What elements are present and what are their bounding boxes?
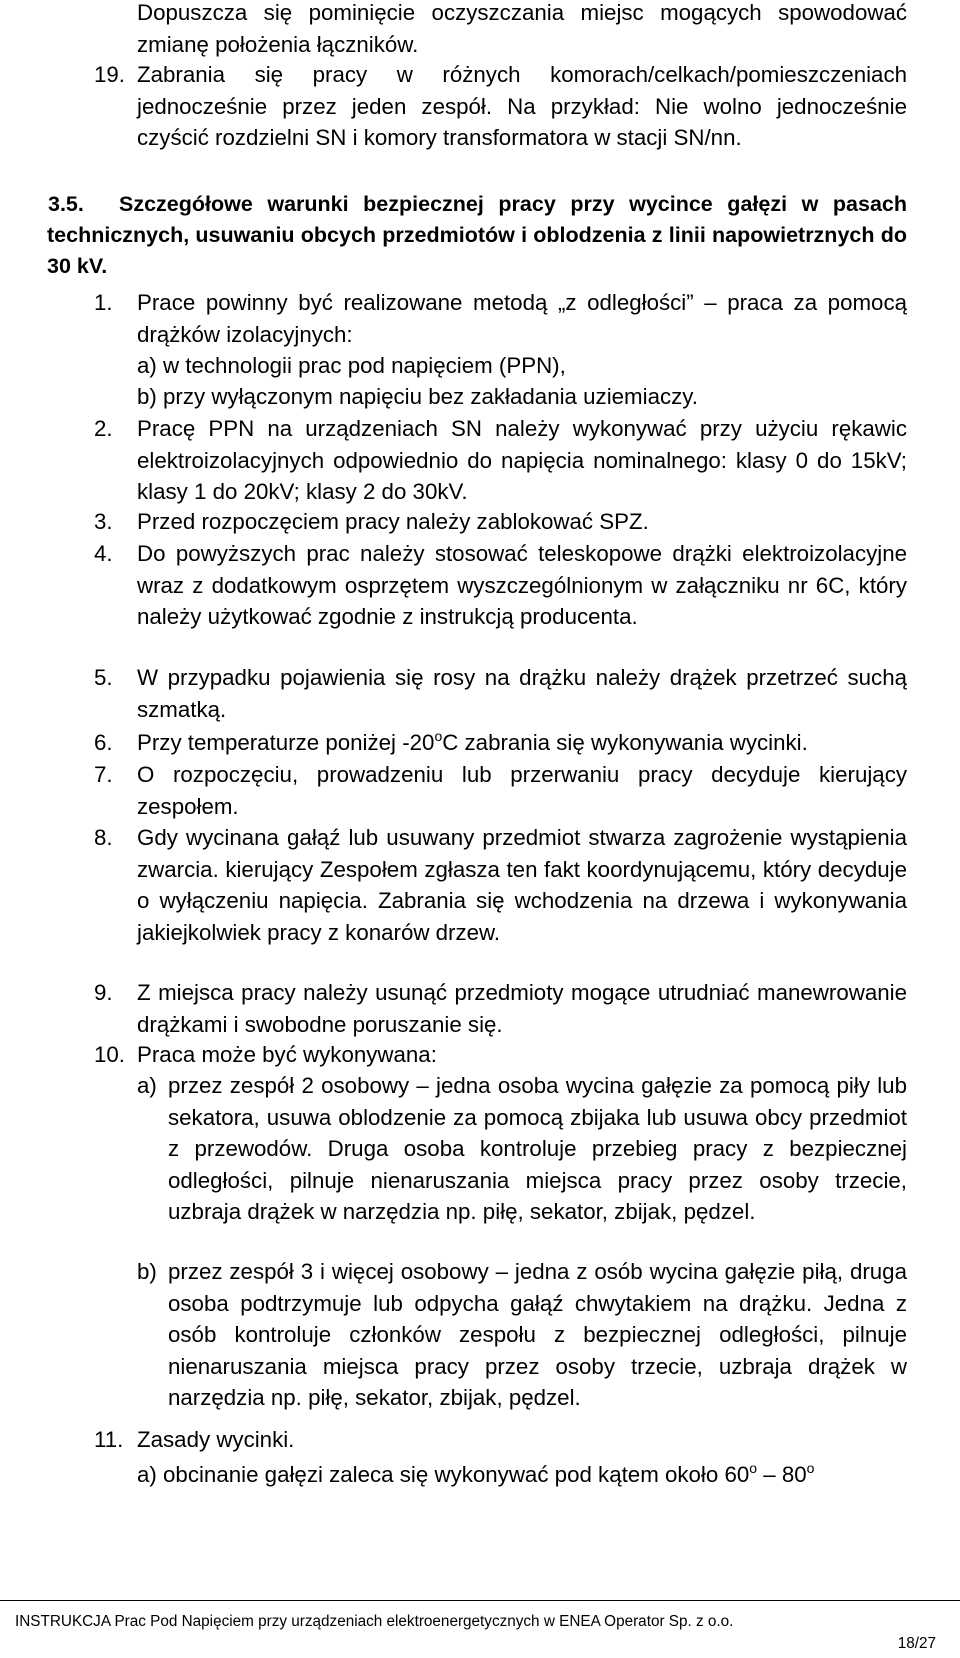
item-1a-text: a) w technologii prac pod napięciem (PPN), [137, 353, 566, 378]
footer-rule [0, 1600, 960, 1601]
item-1-text: Prace powinny być realizowane metodą „z odległości” – praca za pomocą drążków izolacyjnych: [137, 290, 907, 347]
item-11a-mid: – 80 [757, 1462, 807, 1487]
degree-sign-1: o [749, 1460, 758, 1476]
item-9-text: Z miejsca pracy należy usunąć przedmioty mogące utrudniać manewrowanie drążkami i swobodne poruszanie się. [137, 980, 907, 1037]
continuation-paragraph: Dopuszcza się pominięcie oczyszczania miejsc mogących spowodować zmianę położenia łączników. [137, 0, 907, 57]
section-number: 3.5. [48, 192, 84, 216]
item-1-number: 1. [94, 290, 113, 315]
item-11-number: 11. [94, 1427, 124, 1452]
item-19-text: Zabrania się pracy w różnych komorach/celkach/pomieszczeniach jednocześnie przez jeden zespół. Na przykład: Nie wolno jednocześnie czyścić rozdzielni SN i komory transformatora w stacji SN/nn. [137, 62, 907, 150]
item-4-text: Do powyższych prac należy stosować teleskopowe drążki elektroizolacyjne wraz z dodatkowym osprzętem wyszczególnionym w załączniku nr 6C, który należy użytkować zgodnie z instrukcją producenta. [137, 541, 907, 629]
item-10a-letter: a) [137, 1073, 157, 1098]
item-10a-text: przez zespół 2 osobowy – jedna osoba wycina gałęzie za pomocą piły lub sekatora, usuwa oblodzenie za pomocą zbijaka lub usuwa obcy przedmiot z przewodów. Druga osoba kontroluje przebieg pracy z bezpiecznej odległości, pilnuje nienaruszania miejsca pracy przez osoby trzecie, uzbraja drążek w narzędzia np. piłę, sekator, zbijak, pędzel. [168, 1073, 907, 1224]
degree-sign-2: o [806, 1460, 815, 1476]
degree-sign: o [434, 728, 443, 744]
item-7-text: O rozpoczęciu, prowadzeniu lub przerwaniu pracy decyduje kierujący zespołem. [137, 762, 907, 819]
item-9-number: 9. [94, 980, 113, 1005]
item-8-number: 8. [94, 825, 113, 850]
item-10b-letter: b) [137, 1259, 157, 1284]
item-3-text: Przed rozpoczęciem pracy należy zablokować SPZ. [137, 509, 649, 534]
item-5-number: 5. [94, 665, 113, 690]
item-4-number: 4. [94, 541, 113, 566]
item-11-text: Zasady wycinki. [137, 1427, 295, 1452]
item-7-number: 7. [94, 762, 113, 787]
item-1b-text: b) przy wyłączonym napięciu bez zakładania uziemiaczy. [137, 384, 698, 409]
item-10b-text: przez zespół 3 i więcej osobowy – jedna z osób wycina gałęzie piłą, druga osoba podtrzymuje lub odpycha gałąź chwytakiem na drążku. Jedna z osób kontroluje członków zespołu z bezpiecznej odległości, pilnuje nienaruszania miejsca pracy przez osoby trzecie, uzbraja drążek w narzędzia np. piłę, sekator, zbijak, pędzel. [168, 1259, 907, 1410]
item-2-text: Pracę PPN na urządzeniach SN należy wykonywać przy użyciu rękawic elektroizolacyjnych odpowiednio do napięcia nominalnego: klasy 0 do 15kV; klasy 1 do 20kV; klasy 2 do 30kV. [137, 416, 907, 504]
section-title: Szczegółowe warunki bezpiecznej pracy przy wycince gałęzi w pasach technicznych, usuwaniu obcych przedmiotów i oblodzenia z linii napowietrznych do 30 kV. [47, 192, 907, 278]
item-10-text: Praca może być wykonywana: [137, 1042, 437, 1067]
item-11a-text [137, 1459, 927, 1491]
item-3-number: 3. [94, 509, 113, 534]
item-11a-before: a) obcinanie gałęzi zaleca się wykonywać pod kątem około 60 [137, 1462, 750, 1487]
item-10-number: 10. [94, 1042, 125, 1067]
page-number: 18/27 [897, 1635, 936, 1652]
item-6-text [137, 727, 907, 759]
item-8-text: Gdy wycinana gałąź lub usuwany przedmiot stwarza zagrożenie wystąpienia zwarcia. kierujący Zespołem zgłasza ten fakt koordynującemu, który decyduje o wyłączeniu napięcia. Zabrania się wchodzenia na drzewa i wykonywania jakiejkolwiek pracy z konarów drzew. [137, 825, 907, 945]
footer-text: INSTRUKCJA Prac Pod Napięciem przy urządzeniach elektroenergetycznych w ENEA Operator Sp. z o.o. [15, 1613, 734, 1630]
item-6-text-after: C zabrania się wykonywania wycinki. [442, 730, 808, 755]
item-5-text: W przypadku pojawienia się rosy na drążku należy drążek przetrzeć suchą szmatką. [137, 665, 907, 722]
item-19-number: 19. [94, 62, 125, 87]
item-2-number: 2. [94, 416, 113, 441]
item-6-text-before: Przy temperaturze poniżej -20 [137, 730, 435, 755]
item-6-number: 6. [94, 730, 113, 755]
